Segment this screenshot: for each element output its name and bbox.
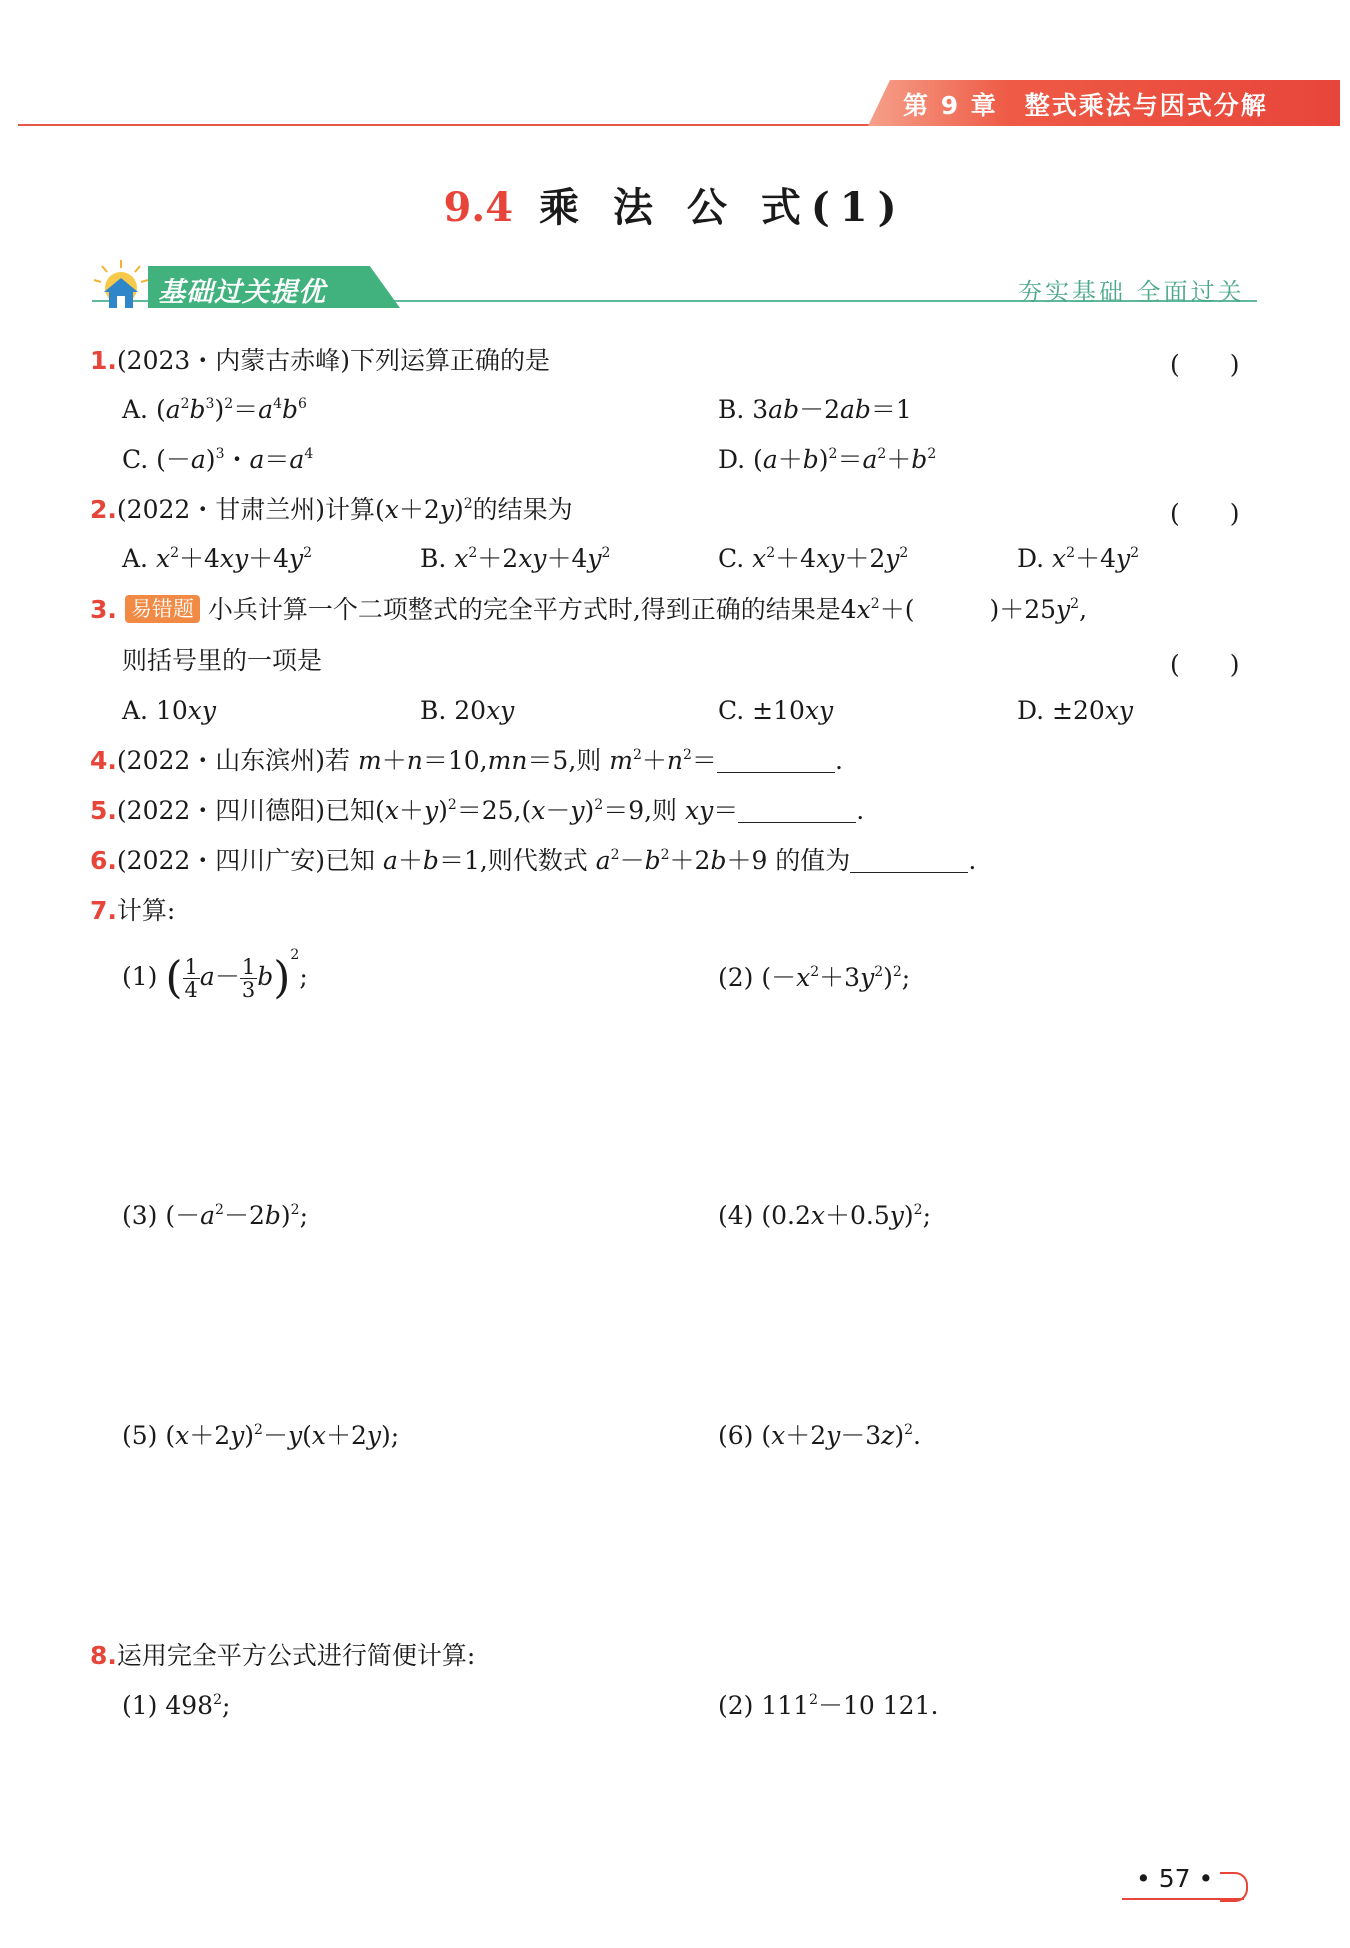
subquestion-7-3: (3) $(-a^2-2b)^2$;	[122, 1201, 308, 1230]
question-number: 3.	[90, 595, 117, 624]
question-number: 5.	[90, 796, 117, 825]
question-stem: (2022・四川广安)已知	[116, 846, 376, 875]
chapter-title: 第 9 章 整式乘法与因式分解	[903, 91, 1268, 120]
question-stem: (2022・四川德阳)已知	[116, 796, 376, 825]
subquestion-7-6: (6) $(x+2y-3z)^2$.	[718, 1421, 921, 1450]
option-b: B. $x^2+2xy+4y^2$	[420, 544, 611, 573]
question-4: 4.(2022・山东滨州)若 m＋n＝10,mn＝5,则 $m^2+n^2=$ .	[90, 746, 843, 775]
question-3-cont: 则括号里的一项是	[122, 646, 323, 675]
question-number: 1.	[90, 346, 117, 375]
page-corner-icon	[1220, 1872, 1248, 1902]
subquestion-7-5: (5) $(x+2y)^2-y(x+2y)$;	[122, 1421, 400, 1450]
option-a: A. $(a^2b^3)^2=a^4b^6$	[122, 395, 307, 424]
question-number: 6.	[90, 846, 117, 875]
question-8	[90, 1640, 475, 1672]
page-number: • 57 •	[1136, 1864, 1214, 1893]
question-7	[90, 895, 175, 927]
subquestion-7-1: (1) ( $\frac{1}{4}$ a－ $\frac{1}{3}$ b)$^2$;	[122, 947, 308, 1004]
question-3: 3. 易错题 小兵计算一个二项整式的完全平方式时,得到正确的结果是$4x^2+$( )$+25y^2$,	[90, 595, 1088, 624]
answer-blank[interactable]	[850, 848, 968, 873]
option-b: B. 20xy	[420, 696, 515, 725]
question-stem: (2022・山东滨州)若	[116, 746, 351, 775]
question-6: 6.(2022・四川广安)已知 a＋b＝1,则代数式 $a^2-b^2+2b+9$ 的值为 .	[90, 846, 977, 875]
section-motto: 夯实基础 全面过关	[1018, 278, 1245, 306]
question-number: 7.	[90, 896, 117, 925]
option-d: D. ±20xy	[1017, 696, 1134, 725]
option-d: D. $x^2+4y^2$	[1017, 544, 1140, 573]
question-2: 2.(2022・甘肃兰州)计算$(x+2y)^2$的结果为	[90, 495, 573, 524]
subquestion-7-2: (2) $(-x^2+3y^2)^2$;	[718, 963, 911, 992]
house-sun-icon	[90, 258, 152, 310]
answer-blank[interactable]	[717, 748, 835, 773]
answer-blank[interactable]	[738, 798, 856, 823]
question-1	[90, 345, 550, 377]
error-prone-badge: 易错题	[125, 595, 200, 623]
question-stem: (2022・甘肃兰州)计算(	[116, 495, 385, 524]
subquestion-8-2: (2) $111^2-10$ 121.	[718, 1691, 939, 1720]
question-stem: (2023・内蒙古赤峰)下列运算正确的是	[116, 346, 551, 375]
answer-bracket: ( )	[1170, 650, 1240, 679]
option-a: A. $x^2+4xy+4y^2$	[122, 544, 313, 573]
question-number: 4.	[90, 746, 117, 775]
question-number: 2.	[90, 495, 117, 524]
option-a: A. 10xy	[122, 696, 216, 725]
subquestion-8-1: (1) $498^2$;	[122, 1691, 231, 1720]
option-c: C. $(-a)^3$・$a=a^4$	[122, 445, 314, 474]
question-stem: 计算:	[116, 896, 176, 925]
question-5: 5.(2022・四川德阳)已知$(x+y)^2=25,(x-y)^2=9$,则 xy＝ .	[90, 796, 865, 825]
answer-bracket: ( )	[1170, 499, 1240, 528]
option-c: C. ±10xy	[718, 696, 834, 725]
page-title	[0, 176, 1350, 233]
question-stem: 运用完全平方公式进行简便计算:	[116, 1641, 476, 1670]
section-tag: 基础过关提优	[158, 277, 326, 308]
section-number: 9.4	[443, 184, 514, 231]
section-title: 乘 法 公 式(1)	[539, 184, 907, 231]
option-c: C. $x^2+4xy+2y^2$	[718, 544, 909, 573]
option-d: D. $(a+b)^2=a^2+b^2$	[718, 445, 937, 474]
question-number: 8.	[90, 1641, 117, 1670]
option-b: B. 3ab－2ab＝1	[718, 395, 912, 424]
subquestion-7-4: (4) $(0.2x+0.5y)^2$;	[718, 1201, 931, 1230]
answer-bracket: ( )	[1170, 350, 1240, 379]
question-stem: 小兵计算一个二项整式的完全平方式时,得到正确的结果是	[207, 595, 841, 624]
